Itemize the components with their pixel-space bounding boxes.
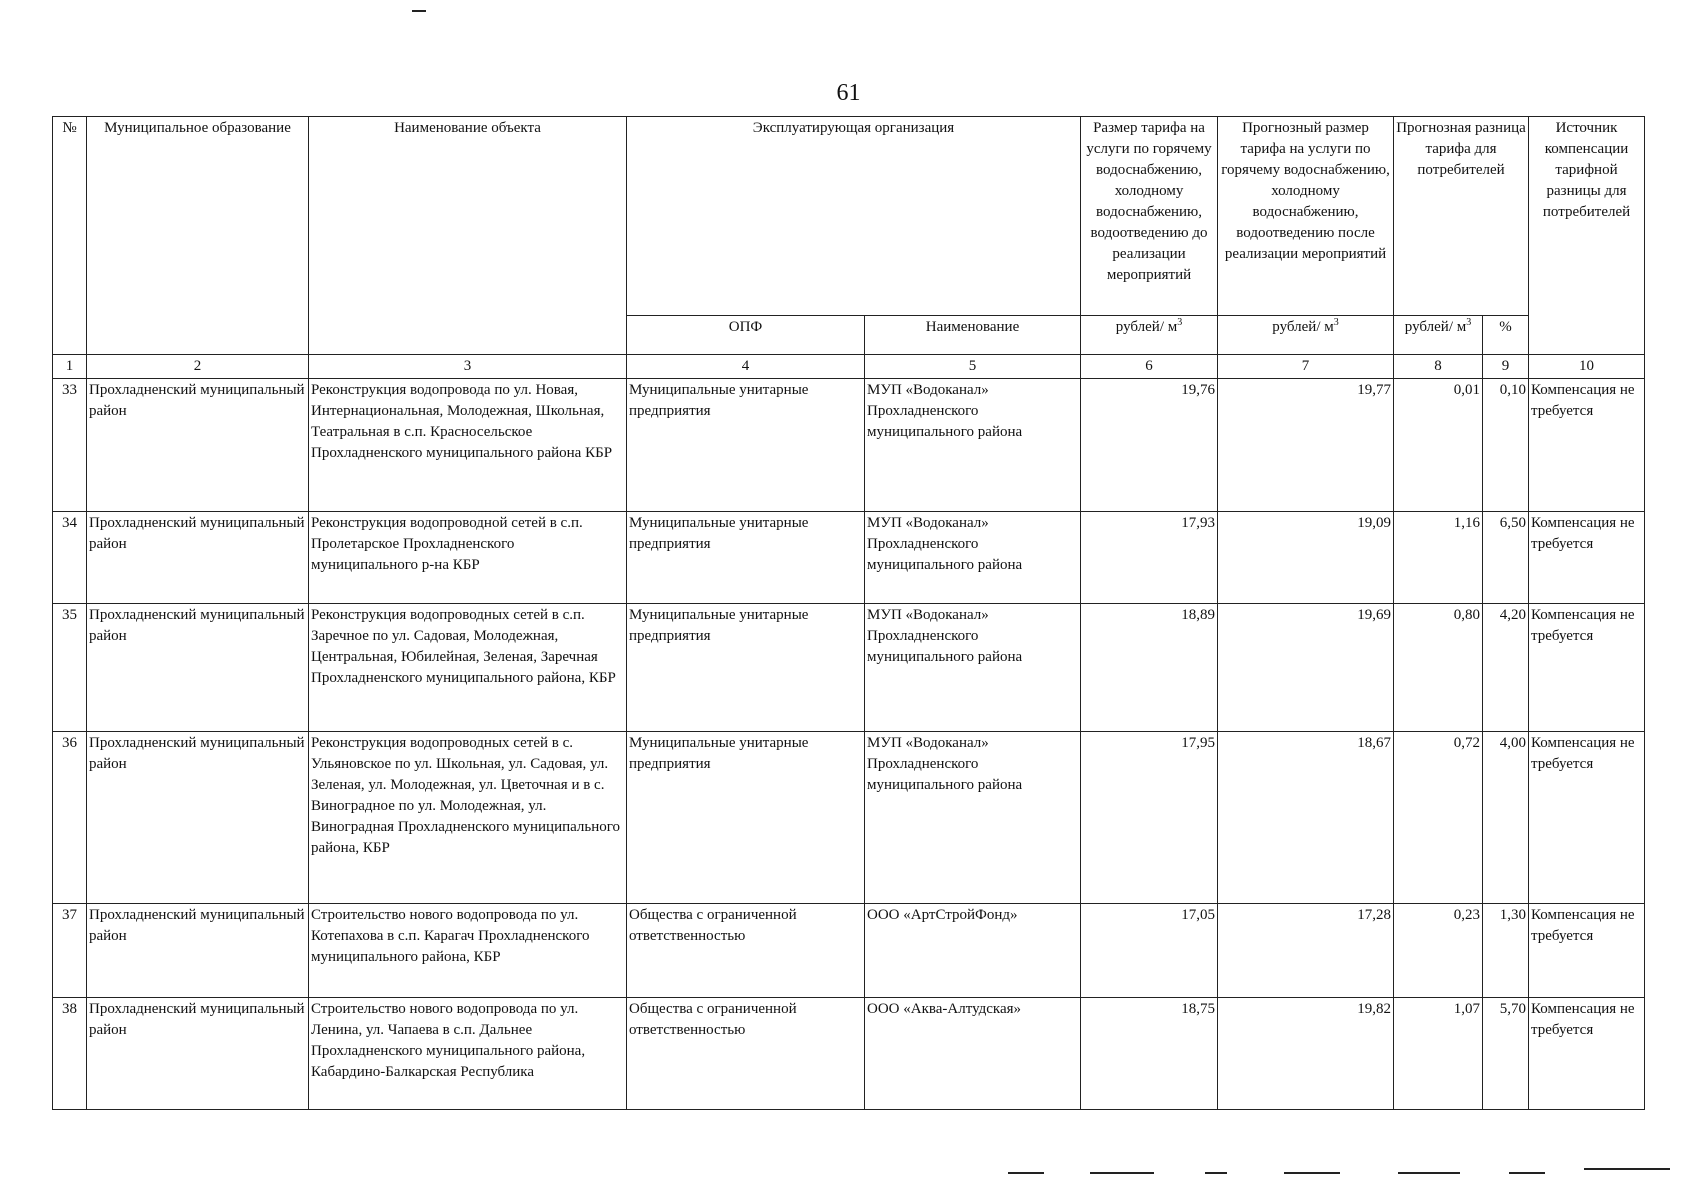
row-number: 35 [53, 604, 87, 732]
header-tariff-before: Размер тарифа на услуги по горячему водоснабжению, холодному водоснабжению, водоотведению до реализации мероприятий [1081, 117, 1218, 316]
scan-mark [1584, 1168, 1670, 1170]
tariff-after-cell: 17,28 [1218, 904, 1394, 998]
object-cell: Реконструкция водопроводных сетей в с.п. Заречное по ул. Садовая, Молодежная, Центральная, Юбилейная, Зеленая, Заречная Прохладненского муниципального района, КБР [309, 604, 627, 732]
header-object: Наименование объекта [309, 117, 627, 355]
table-row [53, 998, 1645, 1110]
org-cell: МУП «Водоканал» Прохладненского муниципального района [865, 512, 1081, 604]
org-cell: МУП «Водоканал» Прохладненского муниципального района [865, 732, 1081, 904]
scan-mark [1205, 1172, 1227, 1174]
diff-pct-cell: 4,00 [1483, 732, 1529, 904]
unit-diff-rub: рублей/ $м^3$ [1394, 316, 1483, 355]
tariff-before-cell: 19,76 [1081, 379, 1218, 512]
source-cell: Компенсация не требуется [1529, 512, 1645, 604]
tariff-before-cell: 18,75 [1081, 998, 1218, 1110]
scan-mark [1008, 1172, 1044, 1174]
column-number: 7 [1218, 355, 1394, 379]
org-cell: МУП «Водоканал» Прохладненского муниципального района [865, 379, 1081, 512]
opf-cell: Муниципальные унитарные предприятия [627, 604, 865, 732]
diff-rub-cell: 1,16 [1394, 512, 1483, 604]
row-number: 34 [53, 512, 87, 604]
tariff-before-cell: 17,05 [1081, 904, 1218, 998]
scan-mark [1398, 1172, 1460, 1174]
column-number: 5 [865, 355, 1081, 379]
tariff-before-cell: 17,93 [1081, 512, 1218, 604]
opf-cell: Общества с ограниченной ответственностью [627, 998, 865, 1110]
tariff-after-cell: 18,67 [1218, 732, 1394, 904]
column-number-row [53, 355, 1645, 379]
header-org-name: Наименование [865, 316, 1081, 355]
diff-rub-cell: 0,23 [1394, 904, 1483, 998]
header-difference: Прогнозная разница тарифа для потребителей [1394, 117, 1529, 316]
unit-tariff-after: рублей/ $м^3$ [1218, 316, 1394, 355]
source-cell: Компенсация не требуется [1529, 732, 1645, 904]
column-number: 2 [87, 355, 309, 379]
object-cell: Строительство нового водопровода по ул. Котепахова в с.п. Карагач Прохладненского муниципального района, КБР [309, 904, 627, 998]
unit-tariff-before: рублей/ $м^3$ [1081, 316, 1218, 355]
column-number: 1 [53, 355, 87, 379]
opf-cell: Муниципальные унитарные предприятия [627, 379, 865, 512]
object-cell: Реконструкция водопроводной сетей в с.п. Пролетарское Прохладненского муниципального р-на КБР [309, 512, 627, 604]
header-source: Источник компенсации тарифной разницы для потребителей [1529, 117, 1645, 355]
opf-cell: Муниципальные унитарные предприятия [627, 512, 865, 604]
municipality-cell: Прохладненский муниципальный район [87, 604, 309, 732]
column-number: 3 [309, 355, 627, 379]
header-opf: ОПФ [627, 316, 865, 355]
object-cell: Строительство нового водопровода по ул. Ленина, ул. Чапаева в с.п. Дальнее Прохладненского муниципального района, Кабардино-Балкарская Республика [309, 998, 627, 1110]
header-no: № [53, 117, 87, 355]
scan-mark [1509, 1172, 1545, 1174]
org-cell: ООО «Аква-Алтудская» [865, 998, 1081, 1110]
municipality-cell: Прохладненский муниципальный район [87, 732, 309, 904]
table-row [53, 379, 1645, 512]
diff-rub-cell: 1,07 [1394, 998, 1483, 1110]
tariff-after-cell: 19,09 [1218, 512, 1394, 604]
municipality-cell: Прохладненский муниципальный район [87, 904, 309, 998]
diff-pct-cell: 1,30 [1483, 904, 1529, 998]
diff-rub-cell: 0,01 [1394, 379, 1483, 512]
diff-pct-cell: 5,70 [1483, 998, 1529, 1110]
table-row [53, 732, 1645, 904]
row-number: 37 [53, 904, 87, 998]
tariff-table [52, 116, 1645, 1110]
source-cell: Компенсация не требуется [1529, 904, 1645, 998]
table-row [53, 604, 1645, 732]
scan-mark [1090, 1172, 1154, 1174]
diff-rub-cell: 0,72 [1394, 732, 1483, 904]
column-number: 8 [1394, 355, 1483, 379]
object-cell: Реконструкция водопроводных сетей в с. Ульяновское по ул. Школьная, ул. Садовая, ул. Зеленая, ул. Молодежная, ул. Цветочная и в с. Виноградное по ул. Молодежная, ул. Виноградная Прохладненского муниципального района, КБР [309, 732, 627, 904]
scan-mark [412, 10, 426, 12]
column-number: 10 [1529, 355, 1645, 379]
page-number: 61 [836, 80, 861, 106]
row-number: 33 [53, 379, 87, 512]
table-row [53, 904, 1645, 998]
diff-pct-cell: 4,20 [1483, 604, 1529, 732]
tariff-before-cell: 18,89 [1081, 604, 1218, 732]
opf-cell: Муниципальные унитарные предприятия [627, 732, 865, 904]
municipality-cell: Прохладненский муниципальный район [87, 512, 309, 604]
municipality-cell: Прохладненский муниципальный район [87, 998, 309, 1110]
org-cell: МУП «Водоканал» Прохладненского муниципального района [865, 604, 1081, 732]
object-cell: Реконструкция водопровода по ул. Новая, Интернациональная, Молодежная, Школьная, Театральная в с.п. Красносельское Прохладненского муниципального района КБР [309, 379, 627, 512]
row-number: 36 [53, 732, 87, 904]
column-number: 6 [1081, 355, 1218, 379]
header-operator: Эксплуатирующая организация [627, 117, 1081, 316]
opf-cell: Общества с ограниченной ответственностью [627, 904, 865, 998]
tariff-before-cell: 17,95 [1081, 732, 1218, 904]
tariff-after-cell: 19,82 [1218, 998, 1394, 1110]
row-number: 38 [53, 998, 87, 1110]
diff-rub-cell: 0,80 [1394, 604, 1483, 732]
header-municipality: Муниципальное образование [87, 117, 309, 355]
org-cell: ООО «АртСтройФонд» [865, 904, 1081, 998]
tariff-after-cell: 19,69 [1218, 604, 1394, 732]
tariff-after-cell: 19,77 [1218, 379, 1394, 512]
column-number: 4 [627, 355, 865, 379]
diff-pct-cell: 0,10 [1483, 379, 1529, 512]
scan-mark [1284, 1172, 1340, 1174]
table-row [53, 512, 1645, 604]
column-number: 9 [1483, 355, 1529, 379]
source-cell: Компенсация не требуется [1529, 379, 1645, 512]
unit-diff-pct: % [1483, 316, 1529, 355]
municipality-cell: Прохладненский муниципальный район [87, 379, 309, 512]
source-cell: Компенсация не требуется [1529, 604, 1645, 732]
source-cell: Компенсация не требуется [1529, 998, 1645, 1110]
diff-pct-cell: 6,50 [1483, 512, 1529, 604]
header-tariff-after: Прогнозный размер тарифа на услуги по горячему водоснабжению, холодному водоснабжению, водоотведению после реализации мероприятий [1218, 117, 1394, 316]
